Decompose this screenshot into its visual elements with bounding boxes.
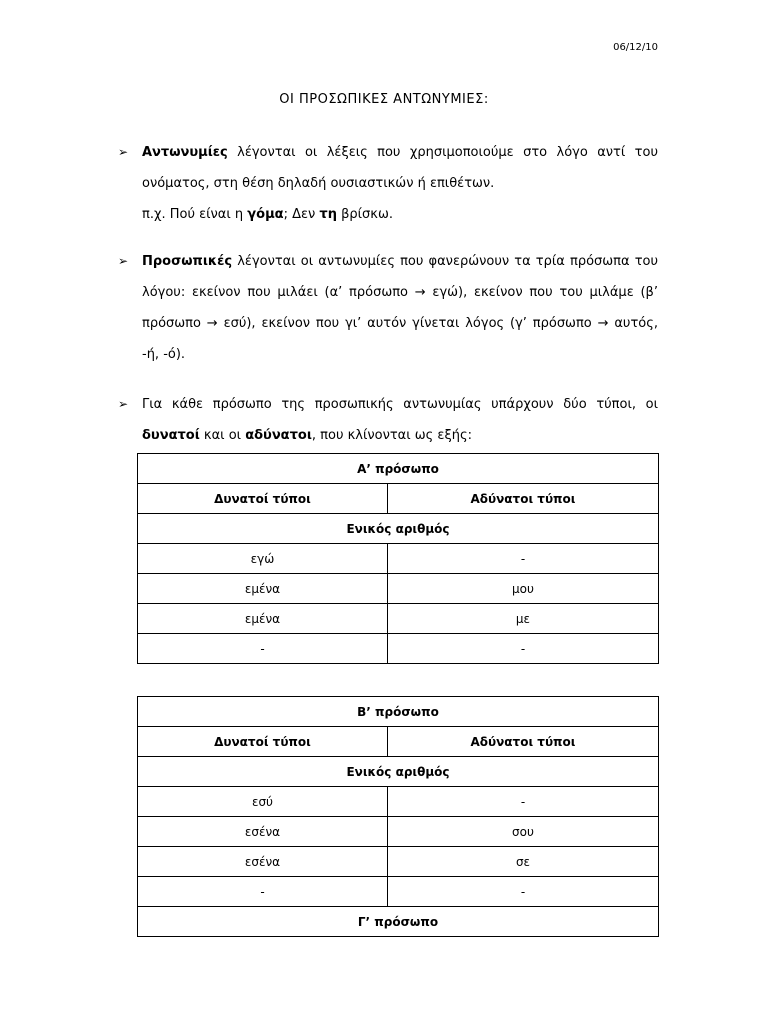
- table-person-header: Β’ πρόσωπο: [138, 697, 659, 727]
- weak-form-cell: -: [387, 877, 658, 907]
- personal-text: λέγονται οι αντωνυμίες που φανερώνουν τα τρία πρόσωπα του λόγου: εκείνον που μιλάει (α’ πρόσωπο → εγώ), εκείνον που του μιλάμε (β’ πρόσωπο → εσύ), εκείνον που γι’ αυτόν γίνεται λόγος (γ’ πρόσωπο → αυτός, -ή, -ό).: [142, 254, 658, 362]
- strong-form-cell: εσένα: [138, 847, 388, 877]
- bullet-definition: [118, 137, 658, 230]
- strong-form-cell: εγώ: [138, 544, 388, 574]
- document-title: ΟΙ ΠΡΟΣΩΠΙΚΕΣ ΑΝΤΩΝΥΜΙΕΣ:: [279, 92, 489, 107]
- strong-form-cell: -: [138, 634, 388, 664]
- column-header-strong: Δυνατοί τύποι: [138, 484, 388, 514]
- table-row: [138, 847, 659, 877]
- number-header: Ενικός αριθμός: [138, 514, 659, 544]
- forms-paragraph: [142, 389, 658, 451]
- term-adynatoi: αδύνατοι: [245, 428, 312, 443]
- column-header-strong: Δυνατοί τύποι: [138, 727, 388, 757]
- second-person-table: [137, 696, 659, 937]
- column-header-weak: Αδύνατοι τύποι: [387, 484, 658, 514]
- strong-form-cell: εσένα: [138, 817, 388, 847]
- weak-form-cell: μου: [387, 574, 658, 604]
- bullet-forms: [118, 389, 658, 451]
- table-row: [138, 817, 659, 847]
- strong-form-cell: εσύ: [138, 787, 388, 817]
- table-person-header: Α’ πρόσωπο: [138, 454, 659, 484]
- table-row: [138, 787, 659, 817]
- weak-form-cell: -: [387, 634, 658, 664]
- example-mid: ; Δεν: [283, 207, 320, 222]
- table-row: [138, 634, 659, 664]
- table-row: [138, 544, 659, 574]
- example-bold-goma: γόμα: [247, 207, 284, 222]
- example-post: βρίσκω.: [336, 207, 393, 222]
- weak-form-cell: -: [387, 787, 658, 817]
- table-row: [138, 604, 659, 634]
- strong-form-cell: εμένα: [138, 604, 388, 634]
- first-person-table: [137, 453, 659, 664]
- third-person-header: Γ’ πρόσωπο: [138, 907, 659, 937]
- personal-paragraph: [142, 246, 658, 370]
- term-antonymies: Αντωνυμίες: [142, 145, 228, 160]
- forms-text-post: , που κλίνονται ως εξής:: [311, 428, 472, 443]
- example-pre: π.χ. Πού είναι η: [142, 207, 248, 222]
- arrow-bullet-icon: ➢: [118, 254, 129, 268]
- forms-text-mid: και οι: [199, 428, 246, 443]
- weak-form-cell: -: [387, 544, 658, 574]
- number-header: Ενικός αριθμός: [138, 757, 659, 787]
- arrow-bullet-icon: ➢: [118, 397, 129, 411]
- weak-form-cell: σου: [387, 817, 658, 847]
- strong-form-cell: -: [138, 877, 388, 907]
- strong-form-cell: εμένα: [138, 574, 388, 604]
- arrow-bullet-icon: ➢: [118, 145, 129, 159]
- example-bold-ti: τη: [319, 207, 337, 222]
- forms-text-pre: Για κάθε πρόσωπο της προσωπικής αντωνυμίας υπάρχουν δύο τύποι, οι: [142, 397, 658, 412]
- table-row: [138, 574, 659, 604]
- example-line: [142, 199, 658, 230]
- column-header-weak: Αδύνατοι τύποι: [387, 727, 658, 757]
- definition-text: λέγονται οι λέξεις που χρησιμοποιούμε στο λόγο αντί του ονόματος, στη θέση δηλαδή ουσιαστικών ή επιθέτων.: [142, 145, 658, 191]
- term-prosopikes: Προσωπικές: [142, 254, 233, 269]
- definition-paragraph: [142, 137, 658, 199]
- weak-form-cell: με: [387, 604, 658, 634]
- weak-form-cell: σε: [387, 847, 658, 877]
- bullet-personal: [118, 246, 658, 370]
- document-date: 06/12/10: [613, 42, 658, 53]
- term-dynatoi: δυνατοί: [142, 428, 200, 443]
- table-row: [138, 877, 659, 907]
